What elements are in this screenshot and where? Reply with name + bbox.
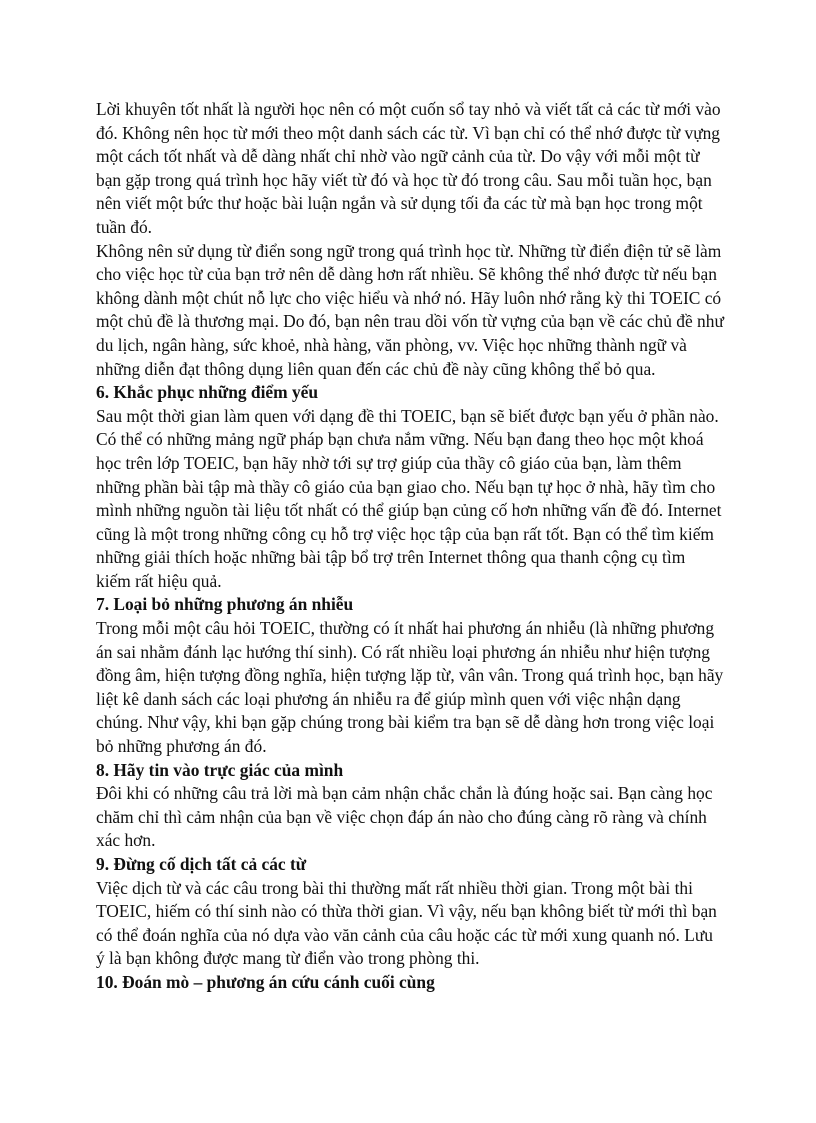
paragraph-bilingual-dictionary: Không nên sử dụng từ điển song ngữ trong quá trình học từ. Những từ điển điện tử sẽ làm cho việc học từ của bạn trở nên dễ dàng hơn rất nhiều. Sẽ không thể nhớ được từ nếu bạn không dành một chút nỗ lực cho việc hiểu và nhớ nó. Hãy luôn nhớ rằng kỳ thi TOEIC có một chủ đề là thương mại. Do đó, bạn nên trau dồi vốn từ vựng của bạn về các chủ đề như du lịch, ngân hàng, sức khoẻ, nhà hàng, văn phòng, vv. Việc học những thành ngữ và những diễn đạt thông dụng liên quan đến các chủ đề này cũng không thể bỏ qua. [96, 240, 724, 379]
paragraph-section-9: Việc dịch từ và các câu trong bài thi thường mất rất nhiều thời gian. Trong một bài thi TOEIC, hiếm có thí sinh nào có thừa thời gian. Vì vậy, nếu bạn không biết từ mới thì bạn có thể đoán nghĩa của nó dựa vào văn cảnh của câu hoặc các từ mới xung quanh nó. Lưu ý là bạn không được mang từ điển vào trong phòng thi. [96, 877, 717, 969]
paragraph-section-8: Đôi khi có những câu trả lời mà bạn cảm nhận chắc chắn là đúng hoặc sai. Bạn càng học chăm chỉ thì cảm nhận của bạn về việc chọn đáp án nào cho đúng càng rõ ràng và chính xác hơn. [96, 783, 713, 851]
heading-section-8: 8. Hãy tin vào trực giác của mình [96, 759, 344, 780]
heading-section-9: 9. Đừng cố dịch tất cả các từ [96, 854, 307, 874]
heading-section-7: 7. Loại bỏ những phương án nhiễu [96, 594, 354, 615]
document-page [96, 98, 724, 995]
heading-section-6: 6. Khắc phục những điểm yếu [96, 382, 319, 403]
paragraph-section-7: Trong mỗi một câu hỏi TOEIC, thường có ít nhất hai phương án nhiễu (là những phương án sai nhằm đánh lạc hướng thí sinh). Có rất nhiều loại phương án nhiễu như hiện tượng đồng âm, hiện tượng đồng nghĩa, hiện tượng lặp từ, vân vân. Trong quá trình học, bạn hãy liệt kê danh sách các loại phương án nhiễu ra để giúp mình quen với việc nhận dạng chúng. Như vậy, khi bạn gặp chúng trong bài kiểm tra bạn sẽ dễ dàng hơn trong việc loại bỏ những phương án đó. [96, 618, 724, 757]
heading-section-10: 10. Đoán mò – phương án cứu cánh cuối cùng [96, 971, 435, 992]
paragraph-section-6: Sau một thời gian làm quen với dạng đề thi TOEIC, bạn sẽ biết được bạn yếu ở phần nào. Có thể có những mảng ngữ pháp bạn chưa nắm vững. Nếu bạn đang theo học một khoá học trên lớp TOEIC, bạn hãy nhờ tới sự trợ giúp của thầy cô giáo của bạn, làm thêm những phần bài tập mà thầy cô giáo của bạn giao cho. Nếu bạn tự học ở nhà, hãy tìm cho mình những nguồn tài liệu tốt nhất có thể giúp bạn củng cố hơn những vấn đề đó. Internet cũng là một trong những công cụ hỗ trợ việc học tập của bạn rất tốt. Bạn có thể tìm kiếm những giải thích hoặc những bài tập bổ trợ trên Internet thông qua thanh cộng cụ tìm kiếm rất hiệu quả. [96, 405, 722, 591]
paragraph-vocabulary-notebook: Lời khuyên tốt nhất là người học nên có một cuốn sổ tay nhỏ và viết tất cả các từ mới vào đó. Không nên học từ mới theo một danh sách các từ. Vì bạn chỉ có thể nhớ được từ vựng một cách tốt nhất và dễ dàng nhất chỉ nhờ vào ngữ cảnh của từ. Do vậy với mỗi một từ bạn gặp trong quá trình học hãy viết từ đó và học từ đó trong câu. Sau mỗi tuần học, bạn nên viết một bức thư hoặc bài luận ngắn và sử dụng tối đa các từ mà bạn học trong một tuần đó. [96, 99, 721, 237]
